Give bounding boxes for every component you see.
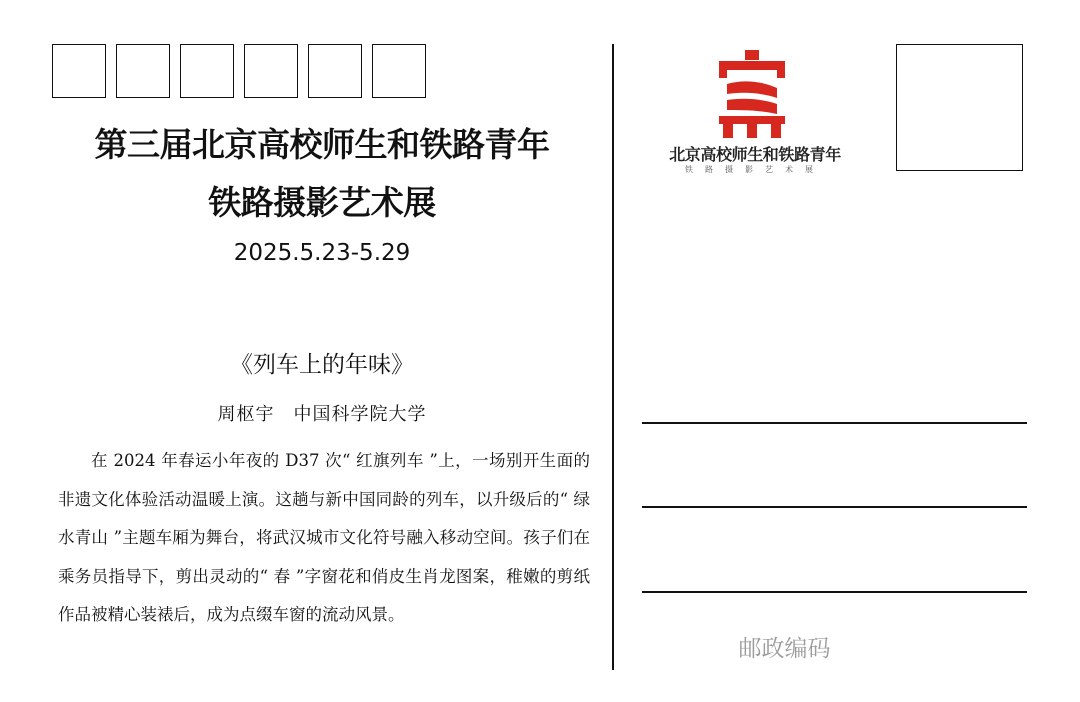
postal-code-box: [52, 44, 106, 98]
postal-code-label: 邮政编码: [738, 636, 831, 662]
logo-name: 北京高校师生和铁路青年: [669, 145, 841, 164]
address-line: [642, 591, 1027, 593]
postal-code-box: [180, 44, 234, 98]
exhibition-title-line2: 铁路摄影艺术展: [208, 183, 436, 222]
work-title: 《列车上的年味》: [230, 352, 414, 378]
logo-subtitle: 铁路摄影艺术展: [685, 165, 825, 174]
exhibition-date: 2025.5.23-5.29: [233, 240, 411, 266]
address-line: [642, 506, 1027, 508]
postal-code-box: [244, 44, 298, 98]
address-line: [642, 422, 1027, 424]
exhibition-title-line1: 第三届北京高校师生和铁路青年: [94, 125, 550, 164]
logo-mark-icon: [715, 48, 789, 140]
postal-code-box: [308, 44, 362, 98]
stamp-box: [896, 44, 1023, 171]
postal-code-box: [372, 44, 426, 98]
postal-code-box: [116, 44, 170, 98]
work-author: 周枢宇 中国科学院大学: [217, 404, 427, 425]
postcard-divider: [612, 44, 614, 670]
postal-code-boxes: [52, 44, 426, 98]
exhibition-logo: [640, 48, 870, 178]
work-description: 在 2024 年春运小年夜的 D37 次“ 红旗列车 ”上，一场别开生面的非遗文化体验活动温暖上演。这趟与新中国同龄的列车，以升级后的“ 绿水青山 ”主题车厢为舞台，将武汉城市文化符号融入移动空间。孩子们在乘务员指导下，剪出灵动的“ 春 ”字窗花和俏皮生肖龙图案，稚嫩的剪纸作品被精心装裱后，成为点缀车窗的流动风景。: [58, 451, 590, 624]
